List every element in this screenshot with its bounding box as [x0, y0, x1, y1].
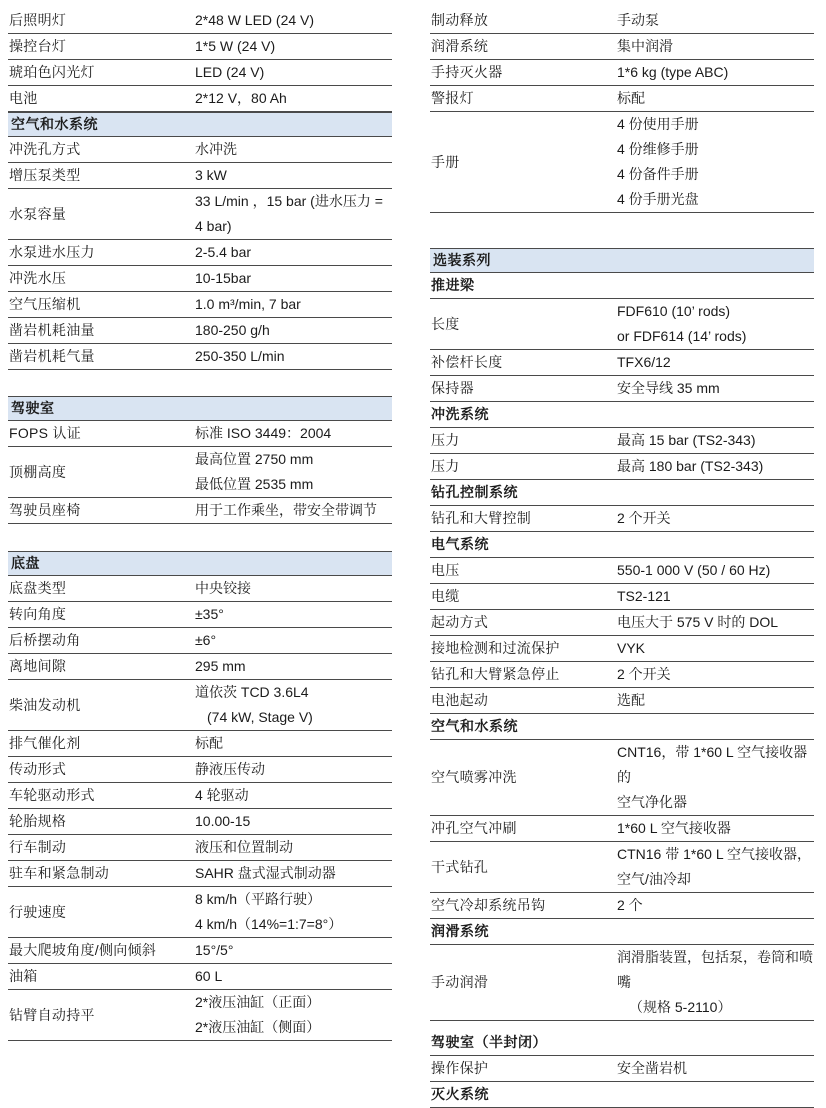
- section-header: 底盘: [8, 551, 392, 576]
- spec-value-line: VYK: [617, 640, 646, 656]
- spec-row: [8, 654, 392, 680]
- spec-label: 冲洗孔方式: [9, 141, 81, 157]
- spec-value-line: 2*48 W LED (24 V): [195, 12, 315, 28]
- spec-row: [8, 628, 392, 654]
- spec-label: 钻孔和大臂紧急停止: [431, 666, 560, 682]
- spec-value-line: 1*60 L 空气接收器: [617, 820, 731, 836]
- spec-label: 后照明灯: [9, 12, 67, 28]
- spec-value: [195, 835, 392, 860]
- spec-value-line: 4 份备件手册: [617, 166, 699, 182]
- spec-value: [195, 602, 392, 627]
- spec-value-line: 33 L/min ，15 bar (进水压力 =: [195, 193, 383, 209]
- spec-value-line: 电压大于 575 V 时的 DOL: [617, 614, 779, 630]
- spec-label: 钻孔和大臂控制: [431, 510, 532, 526]
- spec-value-line: CNT16，带 1*60 L 空气接收器的: [617, 744, 808, 785]
- spec-row: [430, 584, 814, 610]
- spec-value-line: 标配: [195, 735, 223, 751]
- spec-label: 排气催化剂: [9, 735, 81, 751]
- spec-row: [8, 318, 392, 344]
- spec-value: [617, 842, 814, 892]
- spec-value: [195, 757, 392, 782]
- spec-value: [195, 34, 392, 59]
- spec-value: [617, 454, 814, 479]
- spec-row: [430, 842, 814, 893]
- spec-label: 保持器: [431, 380, 474, 396]
- spec-value: [617, 112, 814, 212]
- spec-value: [617, 558, 814, 583]
- spec-value-line: 液压和位置制动: [195, 839, 293, 855]
- spec-label: 干式钻孔: [431, 858, 489, 875]
- spec-value: [617, 506, 814, 531]
- spec-value: [195, 189, 392, 239]
- spec-value: [617, 350, 814, 375]
- spec-value-line: FDF610 (10’ rods): [617, 303, 731, 319]
- spec-value-line: or FDF614 (14’ rods): [617, 328, 747, 344]
- spec-row: [430, 945, 814, 1021]
- spec-row: [8, 498, 392, 524]
- spec-value-line: 用于工作乘坐，带安全带调节: [195, 502, 377, 518]
- subsection-header: 灭火系统: [430, 1082, 814, 1108]
- subsection-header: 空气和水系统: [430, 714, 814, 740]
- spec-value-line: 选配: [617, 692, 645, 708]
- spec-row: [8, 137, 392, 163]
- spec-row: [8, 835, 392, 861]
- spec-value-line: 最低位置 2535 mm: [195, 476, 314, 492]
- spec-label: 操作保护: [431, 1060, 489, 1076]
- spec-value-line: 2*液压油缸（侧面）: [195, 1019, 321, 1035]
- spec-value: [617, 428, 814, 453]
- spec-row: [430, 610, 814, 636]
- spec-value: [195, 861, 392, 886]
- spec-label: 车轮驱动形式: [9, 787, 95, 803]
- spec-label: 制动释放: [431, 12, 489, 28]
- spec-value-line: 550-1 000 V (50 / 60 Hz): [617, 562, 771, 578]
- spec-label: 冲洗水压: [9, 270, 67, 286]
- spec-label: 冲孔空气冲刷: [431, 820, 517, 836]
- spec-value: [617, 299, 814, 349]
- spec-value-line: 标准 ISO 3449：2004: [195, 425, 332, 441]
- spec-label: 顶棚高度: [9, 463, 67, 480]
- spec-label: 空气压缩机: [9, 296, 81, 312]
- spec-value-line: 2*12 V，80 Ah: [195, 90, 287, 106]
- spec-label: 手册: [431, 153, 460, 170]
- spec-value-line: 4 轮驱动: [195, 787, 249, 803]
- spec-row: [8, 240, 392, 266]
- spec-row: [430, 34, 814, 60]
- spec-row: [8, 60, 392, 86]
- spec-label: 电缆: [431, 588, 460, 604]
- spec-value: [617, 688, 814, 713]
- spec-value-line: 4 份手册光盘: [617, 191, 699, 207]
- spec-value: [617, 662, 814, 687]
- spec-row: [430, 636, 814, 662]
- spec-row: [430, 8, 814, 34]
- spec-block: [8, 551, 392, 1041]
- spec-value-line: 静液压传动: [195, 761, 265, 777]
- spec-row: [430, 893, 814, 919]
- spec-row: [430, 60, 814, 86]
- spec-value: [195, 654, 392, 679]
- spec-value: [195, 292, 392, 317]
- subsection-header: 驾驶室（半封闭）: [430, 1030, 814, 1056]
- spec-label: FOPS 认证: [9, 425, 82, 441]
- subsection-header: 钻孔控制系统: [430, 480, 814, 506]
- spec-row: [8, 576, 392, 602]
- spec-value: [617, 60, 814, 85]
- spec-value-line: 2 个: [617, 897, 643, 913]
- spec-value: [195, 964, 392, 989]
- spec-value-line: 10-15bar: [195, 270, 252, 286]
- spec-value-line: ±35°: [195, 606, 224, 622]
- spec-row: [430, 1056, 814, 1082]
- spec-label: 离地间隙: [9, 658, 67, 674]
- spec-label: 传动形式: [9, 761, 67, 777]
- spec-row: [8, 602, 392, 628]
- spec-value: [617, 584, 814, 609]
- spec-value-line: SAHR 盘式湿式制动器: [195, 865, 336, 881]
- spec-value-line: 2-5.4 bar: [195, 244, 252, 260]
- spec-value-line: TS2-121: [617, 588, 671, 604]
- spec-label: 转向角度: [9, 606, 67, 622]
- spec-row: [8, 163, 392, 189]
- spec-column-left: [8, 8, 392, 1076]
- spec-row: [430, 558, 814, 584]
- spec-value-line: 标配: [617, 90, 645, 106]
- spec-row: [8, 757, 392, 783]
- spec-value-line: 60 L: [195, 968, 223, 984]
- spec-value: [617, 636, 814, 661]
- spec-value-line: （规格 5-2110）: [629, 999, 732, 1015]
- spec-value: [195, 783, 392, 808]
- spec-row: [8, 964, 392, 990]
- spec-value-line: 250-350 L/min: [195, 348, 285, 364]
- spec-row: [430, 112, 814, 213]
- spec-value: [195, 628, 392, 653]
- spec-value-line: 安全凿岩机: [617, 1060, 687, 1076]
- spec-value: [617, 34, 814, 59]
- spec-label: 琥珀色闪光灯: [9, 64, 95, 80]
- spec-value: [195, 318, 392, 343]
- spec-value: [195, 163, 392, 188]
- spec-row: [430, 299, 814, 350]
- spec-value-line: 180-250 g/h: [195, 322, 270, 338]
- subsection-header: 电气系统: [430, 532, 814, 558]
- spec-value: [195, 86, 392, 111]
- spec-row: [8, 938, 392, 964]
- subsection-header: 冲洗系统: [430, 402, 814, 428]
- spec-label: 柴油发动机: [9, 696, 81, 713]
- spec-row: [430, 454, 814, 480]
- spec-row: [430, 86, 814, 112]
- subsection-header: 润滑系统: [430, 919, 814, 945]
- spec-block: [430, 8, 814, 213]
- spec-value-line: 1.0 m³/min, 7 bar: [195, 296, 301, 312]
- spec-label: 后桥摆动角: [9, 632, 81, 648]
- spec-value-line: 中央铰接: [195, 580, 251, 596]
- spec-label: 压力: [431, 432, 460, 448]
- spec-label: 手持灭火器: [431, 64, 503, 80]
- spec-value-line: (74 kW, Stage V): [207, 709, 313, 725]
- spec-label: 最大爬坡角度/侧向倾斜: [9, 942, 157, 958]
- spec-label: 驾驶员座椅: [9, 502, 81, 518]
- spec-value: [195, 266, 392, 291]
- spec-value-line: 8 km/h（平路行驶）: [195, 891, 322, 907]
- spec-label: 凿岩机耗油量: [9, 322, 95, 338]
- spec-row: [8, 990, 392, 1041]
- spec-row: [8, 292, 392, 318]
- spec-block: [8, 396, 392, 524]
- spec-value: [617, 1056, 814, 1081]
- spec-label: 底盘类型: [9, 580, 67, 596]
- spec-value-line: ±6°: [195, 632, 217, 648]
- spec-value-line: 最高 180 bar (TS2-343): [617, 458, 764, 474]
- spec-row: [8, 809, 392, 835]
- spec-value: [195, 60, 392, 85]
- spec-value: [617, 8, 814, 33]
- spec-value: [195, 680, 392, 730]
- spec-label: 凿岩机耗气量: [9, 348, 95, 364]
- spec-label: 操控台灯: [9, 38, 67, 54]
- spec-value-line: 2*液压油缸（正面）: [195, 994, 321, 1010]
- spec-label: 润滑系统: [431, 38, 489, 54]
- spec-label: 水泵进水压力: [9, 244, 95, 260]
- spec-value: [195, 938, 392, 963]
- spec-value: [195, 990, 392, 1040]
- spec-row: [430, 376, 814, 402]
- spec-value: [617, 740, 814, 815]
- spec-value-line: 1*6 kg (type ABC): [617, 64, 729, 80]
- spec-value-line: 1*5 W (24 V): [195, 38, 276, 54]
- spec-value-line: 安全导线 35 mm: [617, 380, 720, 396]
- spec-value-line: 空气/油冷却: [617, 871, 691, 887]
- spec-row: [430, 350, 814, 376]
- spec-value: [195, 576, 392, 601]
- spec-value-line: 4 份使用手册: [617, 116, 699, 132]
- section-header: 空气和水系统: [8, 112, 392, 137]
- spec-label: 轮胎规格: [9, 813, 67, 829]
- spec-value: [195, 498, 392, 523]
- spec-row: [8, 189, 392, 240]
- spec-label: 补偿杆长度: [431, 354, 503, 370]
- spec-label: 压力: [431, 458, 460, 474]
- spec-value-line: 295 mm: [195, 658, 246, 674]
- spec-value: [195, 8, 392, 33]
- spec-label: 警报灯: [431, 90, 474, 106]
- spec-row: [8, 680, 392, 731]
- spec-value-line: 3 kW: [195, 167, 227, 183]
- spec-label: 手动润滑: [431, 974, 489, 990]
- spec-value: [195, 809, 392, 834]
- spec-label: 增压泵类型: [9, 167, 81, 183]
- spec-value: [195, 137, 392, 162]
- spec-row: [8, 731, 392, 757]
- spec-row: [430, 428, 814, 454]
- spec-value: [617, 86, 814, 111]
- spec-value-line: 15°/5°: [195, 942, 234, 958]
- spec-row: [430, 506, 814, 532]
- spec-value-line: 最高位置 2750 mm: [195, 451, 314, 467]
- spec-value-line: TFX6/12: [617, 354, 671, 370]
- spec-value-line: 4 bar): [195, 218, 232, 234]
- spec-row: [8, 8, 392, 34]
- spec-row: [8, 887, 392, 938]
- spec-row: [430, 688, 814, 714]
- spec-label: 电池起动: [431, 692, 489, 708]
- spec-row: [430, 662, 814, 688]
- spec-value: [195, 447, 392, 497]
- spec-value: [617, 610, 814, 635]
- spec-value: [617, 376, 814, 401]
- spec-row: [8, 447, 392, 498]
- spec-label: 起动方式: [431, 614, 489, 630]
- spec-block: [430, 248, 814, 1108]
- spec-value: [617, 816, 814, 841]
- spec-label: 钻臂自动持平: [9, 1006, 95, 1023]
- spec-row: [8, 783, 392, 809]
- spec-value-line: 集中润滑: [617, 38, 673, 54]
- subsection-header: 推进梁: [430, 273, 814, 299]
- spec-block: [8, 112, 392, 370]
- spec-row: [8, 266, 392, 292]
- spec-value-line: CTN16 带 1*60 L 空气接收器，: [617, 846, 811, 862]
- spec-value-line: 4 份维修手册: [617, 141, 699, 157]
- spec-value-line: 手动泵: [617, 12, 659, 28]
- spec-value: [195, 421, 392, 446]
- spec-value-line: 2 个开关: [617, 510, 671, 526]
- spec-value-line: 空气净化器: [617, 794, 687, 810]
- spec-value-line: 10.00-15: [195, 813, 251, 829]
- spec-block: [8, 8, 392, 112]
- spec-label: 驻车和紧急制动: [9, 865, 110, 881]
- section-header: 驾驶室: [8, 396, 392, 421]
- spec-value: [195, 731, 392, 756]
- spec-row: [430, 740, 814, 816]
- spec-label: 空气冷却系统吊钩: [431, 897, 546, 913]
- spec-label: 电池: [9, 90, 38, 106]
- spec-value-line: 道依茨 TCD 3.6L4: [195, 684, 309, 700]
- spec-value: [195, 887, 392, 937]
- spec-label: 行车制动: [9, 839, 67, 855]
- spec-label: 行驶速度: [9, 903, 67, 920]
- spec-label: 油箱: [9, 968, 38, 984]
- spec-label: 水泵容量: [9, 205, 67, 222]
- spec-label: 电压: [431, 562, 460, 578]
- spec-value-line: 最高 15 bar (TS2-343): [617, 432, 756, 448]
- spec-row: [430, 816, 814, 842]
- spec-value: [195, 344, 392, 369]
- spec-row: [8, 344, 392, 370]
- spec-value-line: LED (24 V): [195, 64, 265, 80]
- spec-value-line: 2 个开关: [617, 666, 671, 682]
- spec-row: [8, 861, 392, 887]
- spec-value: [195, 240, 392, 265]
- spec-row: [8, 421, 392, 447]
- spec-row: [8, 34, 392, 60]
- section-header: 选装系列: [430, 248, 814, 273]
- spec-row: [8, 86, 392, 112]
- spec-label: 接地检测和过流保护: [431, 640, 560, 656]
- spec-column-right: [430, 8, 814, 1102]
- spec-label: 长度: [431, 315, 460, 332]
- spec-value-line: 4 km/h（14%=1:7=8°）: [195, 916, 343, 932]
- spec-value-line: 润滑脂装置，包括泵，卷筒和喷嘴: [617, 949, 813, 990]
- spec-value: [617, 945, 814, 1020]
- spec-value: [617, 893, 814, 918]
- spec-label: 空气喷雾冲洗: [431, 769, 517, 785]
- spec-value-line: 水冲洗: [195, 141, 237, 157]
